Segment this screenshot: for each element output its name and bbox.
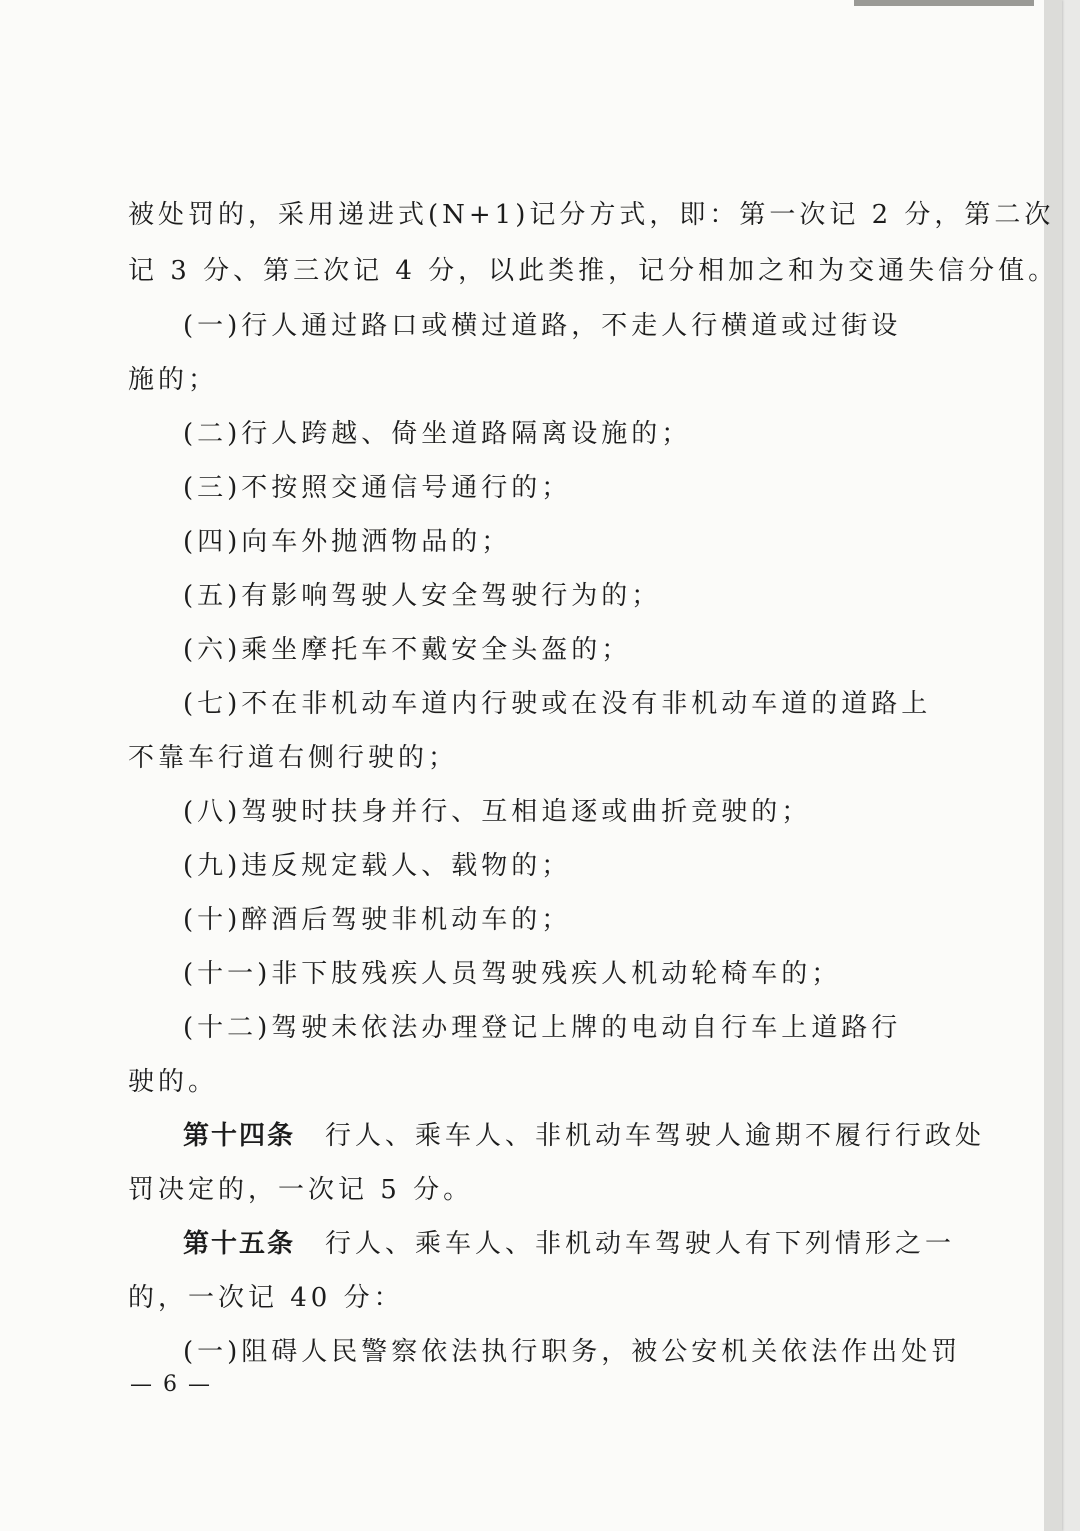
page-number: — 6 —	[130, 1372, 212, 1397]
article-15-line	[183, 1229, 955, 1259]
text-line: 驶的。	[128, 1067, 219, 1097]
text-line: 罚决定的，一次记 5 分。	[128, 1175, 474, 1205]
text-line: (十)醉酒后驾驶非机动车的；	[183, 905, 572, 935]
scan-edge-mark	[854, 0, 1034, 6]
article-15-text: 行人、乘车人、非机动车驾驶人有下列情形之一	[325, 1229, 956, 1259]
text-line: 记 3 分、第三次记 4 分，以此类推，记分相加之和为交通失信分值。	[128, 256, 1059, 286]
text-line: (四)向车外抛洒物品的；	[183, 527, 512, 557]
article-15-heading: 第十五条	[183, 1229, 296, 1259]
text-line: 的，一次记 40 分：	[128, 1283, 404, 1313]
text-line: (一)行人通过路口或横过道路，不走人行横道或过街设	[183, 311, 902, 341]
article-14-heading: 第十四条	[183, 1121, 296, 1151]
text-line: (一)阻碍人民警察依法执行职务，被公安机关依法作出处罚	[183, 1337, 962, 1367]
text-line: (五)有影响驾驶人安全驾驶行为的；	[183, 581, 662, 611]
article-14-text: 行人、乘车人、非机动车驾驶人逾期不履行行政处	[325, 1121, 986, 1151]
text-line: (七)不在非机动车道内行驶或在没有非机动车道的道路上	[183, 689, 932, 719]
text-line: (八)驾驶时扶身并行、互相追逐或曲折竞驶的；	[183, 797, 812, 827]
text-line: (十一)非下肢残疾人员驾驶残疾人机动轮椅车的；	[183, 959, 842, 989]
text-line: (九)违反规定载人、载物的；	[183, 851, 572, 881]
text-line: 施的；	[128, 365, 219, 395]
text-line: (三)不按照交通信号通行的；	[183, 473, 572, 503]
text-line: 被处罚的，采用递进式(N+1)记分方式，即：第一次记 2 分，第二次	[128, 200, 1055, 230]
text-line: (十二)驾驶未依法办理登记上牌的电动自行车上道路行	[183, 1013, 902, 1043]
text-line: (六)乘坐摩托车不戴安全头盔的；	[183, 635, 632, 665]
text-line: 不靠车行道右侧行驶的；	[128, 743, 459, 773]
article-14-line	[183, 1121, 985, 1151]
text-line: (二)行人跨越、倚坐道路隔离设施的；	[183, 419, 692, 449]
